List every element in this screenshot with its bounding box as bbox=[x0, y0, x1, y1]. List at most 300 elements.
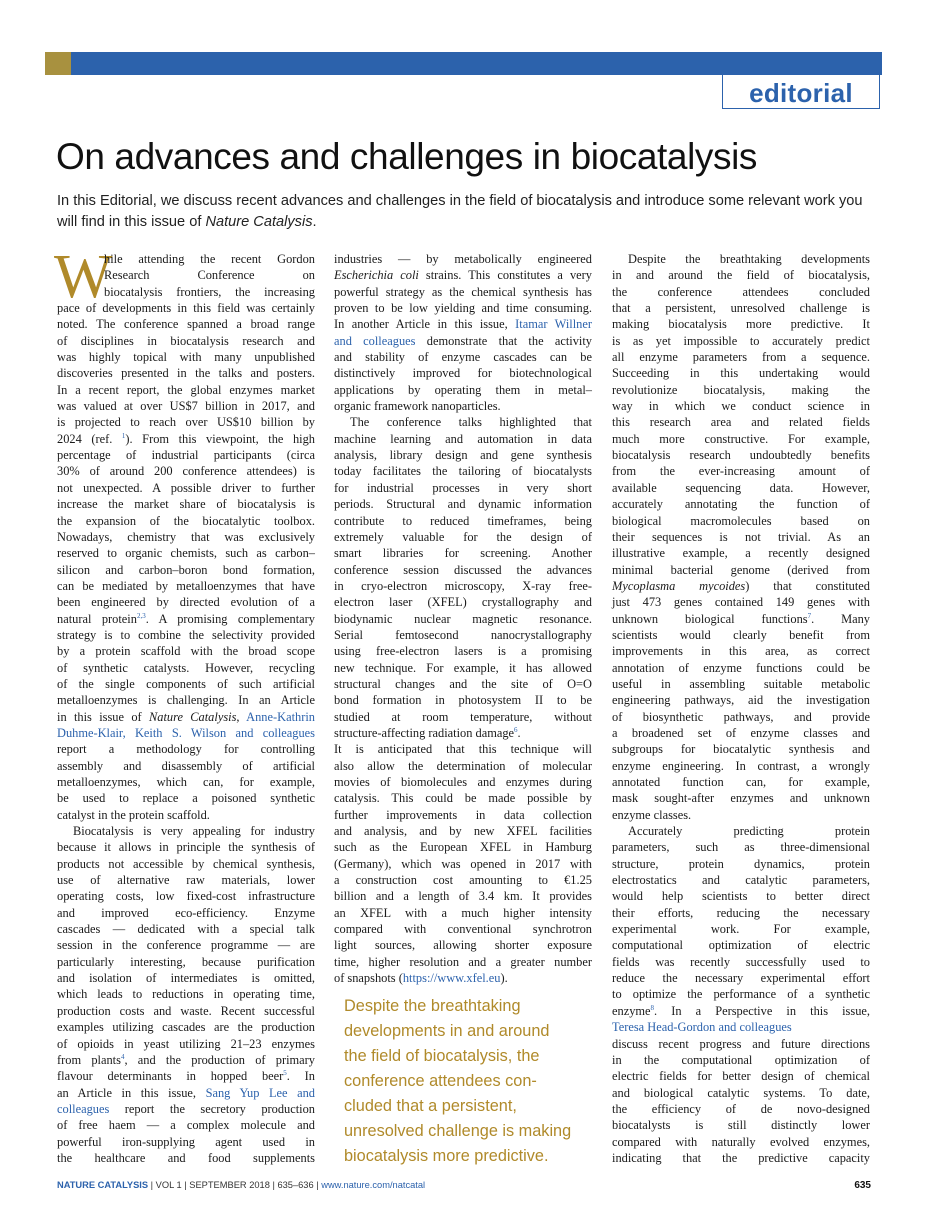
author-link[interactable]: and colleagues bbox=[334, 333, 416, 348]
author-link[interactable]: Duhme-Klair, Keith S. Wilson and colleagues bbox=[57, 725, 315, 740]
body-text: of opioids in yeast utilizing 21–23 enzymes bbox=[57, 1036, 315, 1051]
body-text: noted. The conference spanned a broad range bbox=[57, 317, 315, 332]
text-line bbox=[57, 937, 315, 953]
footer-journal: NATURE CATALYSIS bbox=[57, 1180, 149, 1190]
footer bbox=[57, 1180, 871, 1190]
text-line bbox=[334, 251, 592, 267]
text-line bbox=[612, 709, 870, 725]
text-line bbox=[612, 856, 870, 872]
body-text: compared with naturally evolved enzymes, bbox=[612, 1134, 870, 1149]
body-text: making biocatalysis more predictive. It bbox=[612, 317, 870, 332]
column-1 bbox=[57, 251, 315, 1166]
body-text: contribute to reduced timeframes, being bbox=[334, 513, 592, 528]
body-text: improvements in this area, as correct bbox=[612, 644, 870, 659]
text-line bbox=[57, 741, 315, 757]
pull-quote-line: Despite the breathtaking bbox=[344, 997, 521, 1015]
body-text: , and the production of primary bbox=[124, 1052, 316, 1067]
text-line bbox=[612, 725, 870, 741]
text-line bbox=[612, 267, 870, 283]
body-text: the conference attendees concluded bbox=[612, 284, 870, 299]
body-text: studied at room temperature, without bbox=[334, 709, 592, 724]
body-text: illustrative example, a recently designed bbox=[612, 546, 870, 561]
text-line bbox=[57, 480, 315, 496]
column-2 bbox=[334, 251, 592, 986]
text-line bbox=[57, 774, 315, 790]
body-text: movies of biomolecules and enzymes during bbox=[334, 775, 592, 789]
body-text: discoveries presented in the talks and posters. bbox=[57, 366, 315, 381]
text-line bbox=[334, 513, 592, 529]
text-line bbox=[334, 823, 592, 839]
body-text: in and around the field of biocatalysis, bbox=[612, 268, 870, 283]
text-line bbox=[334, 447, 592, 463]
pull-quote-line: developments in and around bbox=[344, 1022, 550, 1040]
text-line bbox=[57, 349, 315, 365]
body-text: pace of developments in this field was certainly bbox=[57, 301, 315, 316]
text-line bbox=[334, 872, 592, 888]
body-text: machine learning and automation in data bbox=[334, 431, 592, 446]
text-line bbox=[57, 447, 315, 463]
reference-superscript[interactable]: 1 bbox=[121, 431, 126, 440]
body-text: scientists would clearly benefit from bbox=[612, 627, 870, 642]
text-line bbox=[334, 398, 592, 414]
body-text: useful in assembling suitable metabolic bbox=[612, 676, 870, 691]
body-text: proven to be low yielding and time consuming. bbox=[334, 301, 592, 316]
text-line bbox=[57, 529, 315, 545]
text-line bbox=[57, 513, 315, 529]
body-text: light sources, allowing shorter exposure bbox=[334, 938, 592, 953]
body-text: analysis, library design and gene synthesis bbox=[334, 448, 592, 463]
body-text: new technique. For example, it has allowed bbox=[334, 660, 592, 675]
body-text: , bbox=[236, 709, 247, 724]
body-text: electrostatics and catalytic parameters, bbox=[612, 873, 870, 888]
pull-quote-line: conference attendees con- bbox=[344, 1072, 537, 1090]
text-line bbox=[334, 594, 592, 610]
body-text: In a recent report, the global enzymes market bbox=[57, 382, 315, 397]
body-text: and isolation of intermediates is omitted, bbox=[57, 971, 315, 986]
text-line bbox=[612, 676, 870, 692]
article-title: On advances and challenges in biocatalysis bbox=[56, 136, 758, 177]
body-text: Nowadays, chemistry that was exclusively bbox=[57, 529, 315, 544]
text-line bbox=[57, 790, 315, 806]
reference-superscript[interactable]: 7 bbox=[807, 611, 812, 620]
body-text: periods. Structural and dynamic information bbox=[334, 497, 592, 512]
body-text: Serial femtosecond nanocrystallography bbox=[334, 627, 592, 642]
body-text: (Germany), which was opened in 2017 with bbox=[334, 856, 592, 871]
text-line bbox=[57, 676, 315, 692]
body-text: available sequencing data. However, bbox=[612, 480, 870, 495]
body-text: was highly topical with many unpublished bbox=[57, 350, 315, 365]
text-line bbox=[334, 725, 592, 741]
body-text: indicating that the predictive capacity bbox=[612, 1150, 870, 1165]
text-line bbox=[334, 758, 592, 774]
body-text: their efforts, reducing the necessary bbox=[612, 905, 870, 920]
body-text: assembly and disassembly of artificial bbox=[57, 758, 315, 773]
text-line bbox=[334, 937, 592, 953]
body-text: is projected to reach over US$10 billion by bbox=[57, 415, 315, 430]
section-label: editorial bbox=[722, 75, 880, 109]
text-line bbox=[57, 365, 315, 381]
body-text: . A promising complementary bbox=[145, 611, 315, 626]
body-text: electric fields for better design of chemical bbox=[612, 1069, 870, 1084]
text-line bbox=[612, 1052, 870, 1068]
body-text: smart libraries for screening. Another bbox=[334, 546, 592, 561]
body-text: . bbox=[517, 725, 521, 740]
text-line bbox=[57, 496, 315, 512]
body-text: products not accessible by chemical synthesis, bbox=[57, 856, 315, 871]
text-line bbox=[612, 251, 870, 267]
body-text: report the secretory production bbox=[109, 1101, 315, 1116]
body-text: the expansion of the biocatalytic toolbox. bbox=[57, 513, 315, 528]
text-line bbox=[334, 300, 592, 316]
body-text: such as the European XFEL in Hamburg bbox=[334, 840, 592, 855]
text-line bbox=[612, 562, 870, 578]
text-line bbox=[57, 414, 315, 430]
text-line bbox=[612, 758, 870, 774]
body-text: catalyst in the protein scaffold. bbox=[57, 807, 210, 822]
body-text: industries — by metabolically engineered bbox=[334, 252, 592, 266]
body-text: the efficiency of de novo-designed bbox=[612, 1101, 870, 1116]
body-text: of snapshots ( bbox=[334, 971, 403, 986]
text-line bbox=[612, 349, 870, 365]
body-text: that a persistent, unresolved challenge is bbox=[612, 301, 870, 316]
body-text: session in the conference programme — are bbox=[57, 938, 315, 953]
text-line bbox=[57, 839, 315, 855]
body-text: in the computational optimization of bbox=[612, 1052, 870, 1067]
reference-superscript[interactable]: 8 bbox=[650, 1003, 655, 1012]
text-line bbox=[57, 807, 315, 823]
journal-name: Nature Catalysis bbox=[205, 214, 313, 230]
body-text: metalloenzymes, which can, for example, bbox=[57, 775, 315, 789]
body-text: . In a Perspective in this issue, bbox=[654, 1003, 870, 1018]
text-line bbox=[57, 562, 315, 578]
text-line bbox=[57, 660, 315, 676]
body-text: of disciplines in biocatalysis research and bbox=[57, 333, 315, 348]
text-line bbox=[612, 905, 870, 921]
text-line bbox=[612, 1134, 870, 1150]
text-line bbox=[57, 1134, 315, 1150]
body-text: . In bbox=[286, 1069, 315, 1084]
text-line bbox=[612, 741, 870, 757]
body-text: reduce the necessary experimental effort bbox=[612, 971, 870, 986]
reference-superscript[interactable]: 6 bbox=[514, 725, 518, 734]
author-link[interactable]: Itamar Willner bbox=[515, 317, 592, 332]
body-text: to optimize the performance of a synthetic bbox=[612, 987, 870, 1002]
text-line bbox=[57, 382, 315, 398]
text-line bbox=[334, 807, 592, 823]
body-text: flavour determinants in hopped beer bbox=[57, 1069, 284, 1084]
body-text: in this issue of bbox=[57, 709, 149, 724]
text-line bbox=[612, 921, 870, 937]
text-line bbox=[57, 545, 315, 561]
text-line bbox=[612, 1085, 870, 1101]
text-line bbox=[57, 594, 315, 610]
body-text: the healthcare and food supplements bbox=[57, 1150, 315, 1165]
text-line bbox=[612, 823, 870, 839]
body-text: all enzyme parameters from a sequence. bbox=[612, 350, 870, 365]
text-line bbox=[334, 267, 592, 283]
text-line bbox=[57, 905, 315, 921]
text-line bbox=[57, 823, 315, 839]
body-text: structure, protein dynamics, protein bbox=[612, 856, 870, 871]
body-text: can be mediated by metalloenzymes that have bbox=[57, 578, 315, 593]
body-text: ) that constituted bbox=[745, 578, 870, 593]
text-line bbox=[57, 463, 315, 479]
text-line bbox=[334, 463, 592, 479]
text-line bbox=[57, 251, 315, 267]
body-text: experimental work. For example, bbox=[612, 922, 870, 937]
body-text: of free haem — a complex molecule and bbox=[57, 1118, 315, 1133]
text-line bbox=[57, 872, 315, 888]
body-text: strategy is to combine the selectivity provided bbox=[57, 627, 315, 642]
text-line bbox=[612, 692, 870, 708]
text-line bbox=[612, 986, 870, 1002]
text-line bbox=[334, 480, 592, 496]
reference-superscript[interactable]: 4 bbox=[120, 1052, 125, 1061]
author-link[interactable]: Teresa Head-Gordon and colleagues bbox=[612, 1020, 792, 1035]
text-line bbox=[612, 872, 870, 888]
body-text: Accurately predicting protein bbox=[628, 824, 870, 839]
body-text: Succeeding in this undertaking would bbox=[612, 366, 870, 381]
body-text: of synthetic catalysts. However, recycling bbox=[57, 660, 315, 675]
pull-quote-line: cluded that a persistent, bbox=[344, 1097, 517, 1115]
body-text: biocatalysis research undoubtedly benefits bbox=[612, 448, 870, 463]
text-line bbox=[57, 611, 315, 627]
text-line bbox=[334, 529, 592, 545]
text-line bbox=[334, 365, 592, 381]
italic-text: Escherichia coli bbox=[334, 268, 419, 283]
text-line bbox=[612, 774, 870, 790]
text-line bbox=[57, 333, 315, 349]
body-text: engineering pathways, aid the investigation bbox=[612, 693, 870, 708]
body-text: minimal bacterial genome (derived from bbox=[612, 562, 870, 577]
text-line bbox=[334, 774, 592, 790]
body-text: discuss recent progress and future directions bbox=[612, 1036, 870, 1051]
text-line bbox=[334, 856, 592, 872]
body-text: electron laser (XFEL) crystallography and bbox=[334, 595, 592, 610]
body-text: . Many bbox=[811, 611, 870, 626]
text-line bbox=[334, 741, 592, 757]
text-line bbox=[612, 1150, 870, 1166]
pull-quote-line: biocatalysis more predictive. bbox=[344, 1147, 549, 1165]
pull-quote bbox=[344, 994, 594, 1169]
body-text: this research area and related fields bbox=[612, 415, 870, 430]
text-line bbox=[612, 643, 870, 659]
text-line bbox=[57, 267, 315, 283]
text-line bbox=[612, 970, 870, 986]
body-text: for industrial processes in very short bbox=[334, 480, 592, 495]
body-text: a broadened set of enzyme classes and bbox=[612, 725, 870, 740]
text-line bbox=[57, 316, 315, 332]
body-text: a construction cost amounting to €1.25 bbox=[334, 873, 592, 888]
text-line bbox=[612, 414, 870, 430]
text-line bbox=[334, 888, 592, 904]
body-text: structural changes and the site of O=O bbox=[334, 676, 592, 691]
column-3 bbox=[612, 251, 870, 1166]
text-line bbox=[57, 1085, 315, 1101]
body-text: today facilitates the tailoring of biocatalysts bbox=[334, 464, 592, 479]
text-line bbox=[334, 627, 592, 643]
body-text: biological macromolecules based on bbox=[612, 513, 870, 528]
text-line bbox=[612, 529, 870, 545]
body-text: conference session discussed the advances bbox=[334, 562, 592, 577]
body-text: annotation of enzyme functions could be bbox=[612, 660, 870, 675]
body-text: extremely valuable for the design of bbox=[334, 529, 592, 544]
text-line bbox=[612, 545, 870, 561]
text-line bbox=[612, 1117, 870, 1133]
body-text: much more constructive. For example, bbox=[612, 431, 870, 446]
italic-text: Nature Catalysis bbox=[148, 709, 237, 724]
text-line bbox=[57, 1101, 315, 1117]
header-accent-block bbox=[45, 52, 71, 75]
text-line bbox=[612, 594, 870, 610]
body-text: examples utilizing cascades are the production bbox=[57, 1020, 315, 1035]
body-text: cascades — dedicated with a special talk bbox=[57, 922, 315, 937]
standfirst bbox=[57, 191, 877, 233]
body-text: powerful iron-supplying agent used in bbox=[57, 1134, 315, 1149]
text-line bbox=[612, 431, 870, 447]
text-line bbox=[612, 480, 870, 496]
text-line bbox=[334, 839, 592, 855]
body-text: parameters, such as three-dimensional bbox=[612, 840, 870, 855]
text-line bbox=[334, 970, 592, 986]
text-line bbox=[334, 676, 592, 692]
body-text: operating costs, low fixed-cost infrastructure bbox=[57, 889, 315, 904]
text-line bbox=[612, 316, 870, 332]
body-text: use of alternative raw materials, lower bbox=[57, 873, 315, 888]
text-line bbox=[57, 888, 315, 904]
text-line bbox=[334, 709, 592, 725]
body-text: Biocatalysis is very appealing for industry bbox=[73, 824, 315, 839]
text-line bbox=[612, 839, 870, 855]
body-text: computational optimization of electric bbox=[612, 938, 870, 953]
text-line bbox=[334, 562, 592, 578]
body-text: be used to replace a poisoned synthetic bbox=[57, 791, 315, 806]
text-line bbox=[334, 611, 592, 627]
text-line bbox=[57, 725, 315, 741]
body-text: time, higher resolution and a greater number bbox=[334, 954, 592, 969]
text-line bbox=[57, 954, 315, 970]
body-text: particularly interesting, because purification bbox=[57, 954, 315, 969]
body-text: biocatalysis frontiers, the increasing bbox=[104, 284, 315, 299]
text-line bbox=[57, 692, 315, 708]
text-line bbox=[57, 398, 315, 414]
text-line bbox=[334, 905, 592, 921]
body-text: percentage of industrial participants (circa bbox=[57, 448, 315, 463]
body-text: enzyme bbox=[612, 1003, 651, 1018]
body-text: using free-electron lasers is a promising bbox=[334, 644, 592, 659]
text-line bbox=[57, 578, 315, 594]
body-text: enzyme engineering. In contrast, a wrongly bbox=[612, 758, 870, 773]
text-line bbox=[57, 709, 315, 725]
body-text: fields was recently successfully used to bbox=[612, 954, 870, 969]
text-line bbox=[57, 986, 315, 1002]
body-text: structure-affecting radiation damage bbox=[334, 725, 515, 740]
text-line bbox=[57, 1117, 315, 1133]
body-text: natural protein bbox=[57, 611, 137, 626]
body-text: and biological catalytic systems. To date, bbox=[612, 1085, 870, 1100]
body-text: bond formation in photosystem II to be bbox=[334, 693, 592, 708]
text-line bbox=[612, 954, 870, 970]
text-line bbox=[57, 758, 315, 774]
body-text: increase the market share of biocatalysis is bbox=[57, 497, 315, 512]
text-line bbox=[334, 382, 592, 398]
body-text: Research Conference on bbox=[104, 268, 315, 283]
text-line bbox=[334, 333, 592, 349]
text-line bbox=[612, 463, 870, 479]
text-line bbox=[334, 692, 592, 708]
body-text: just 473 genes contained 149 genes with bbox=[612, 595, 870, 610]
body-text: accurately annotating the function of bbox=[612, 497, 870, 512]
body-text: also allow the determination of molecular bbox=[334, 758, 592, 773]
body-text: catalysis. This could be made possible by bbox=[334, 791, 592, 806]
text-line bbox=[612, 611, 870, 627]
author-link[interactable]: colleagues bbox=[57, 1101, 110, 1116]
body-text: and analysis, and by new XFEL facilities bbox=[334, 824, 592, 839]
body-text: and stability of enzyme cascades can be bbox=[334, 350, 592, 365]
body-text: ). bbox=[500, 971, 508, 986]
body-text: In another Article in this issue, bbox=[334, 317, 516, 332]
body-text: not unexpected. A possible driver to further bbox=[57, 480, 315, 495]
body-text: an Article in this issue, bbox=[57, 1085, 206, 1100]
body-text: reserved to organic chemists, such as carbon– bbox=[57, 546, 315, 561]
text-line bbox=[57, 284, 315, 300]
text-line bbox=[612, 1036, 870, 1052]
body-text: been engineered by directed evolution of a bbox=[57, 595, 315, 610]
body-text: compared with conventional synchrotron bbox=[334, 922, 592, 937]
reference-superscript[interactable]: 2,3 bbox=[136, 611, 146, 620]
text-line bbox=[612, 382, 870, 398]
header-bar bbox=[45, 52, 882, 75]
body-text: distinctively improved for biotechnological bbox=[334, 366, 592, 381]
footer-url-link[interactable]: www.nature.com/natcatal bbox=[321, 1180, 426, 1190]
body-text: subgroups for biocatalytic synthesis and bbox=[612, 742, 870, 757]
body-text: from plants bbox=[57, 1052, 121, 1067]
text-line bbox=[57, 431, 315, 447]
author-link[interactable]: https://www.xfel.eu bbox=[402, 971, 501, 986]
body-text: would help scientists to better direct bbox=[612, 889, 870, 904]
body-text: strains. This constitutes a very bbox=[418, 268, 592, 283]
text-line bbox=[612, 888, 870, 904]
body-text: 30% of around 200 conference attendees) is bbox=[57, 464, 315, 479]
body-text: of the single components of such artificial bbox=[57, 676, 315, 691]
text-line bbox=[334, 431, 592, 447]
text-line bbox=[612, 496, 870, 512]
text-line bbox=[57, 1052, 315, 1068]
body-text: in cryo-electron microscopy, X-ray free- bbox=[334, 578, 592, 593]
text-line bbox=[612, 937, 870, 953]
body-text: annotated function can, for example, bbox=[612, 775, 870, 789]
body-text: and improved eco-efficiency. Enzyme bbox=[57, 905, 315, 920]
text-line bbox=[612, 333, 870, 349]
text-line bbox=[334, 790, 592, 806]
author-link[interactable]: Sang Yup Lee and bbox=[205, 1085, 315, 1100]
body-text: billion and a length of 3.4 km. It provides bbox=[334, 889, 592, 904]
text-line bbox=[334, 496, 592, 512]
body-text: biocatalysts is still distinctly lower bbox=[612, 1118, 870, 1133]
text-line bbox=[334, 545, 592, 561]
text-line bbox=[612, 578, 870, 594]
body-text: which leads to reductions in operating time, bbox=[57, 987, 315, 1002]
text-line bbox=[334, 578, 592, 594]
reference-superscript[interactable]: 5 bbox=[283, 1069, 287, 1078]
body-text: silicon and carbon–boron bond formation, bbox=[57, 562, 315, 577]
body-text: unknown biological functions bbox=[612, 611, 808, 626]
footer-details: | VOL 1 | SEPTEMBER 2018 | 635–636 | bbox=[148, 1180, 322, 1190]
body-text: from the ever-increasing amount of bbox=[612, 464, 870, 479]
text-line bbox=[57, 921, 315, 937]
author-link[interactable]: Anne-Kathrin bbox=[246, 709, 315, 724]
text-line bbox=[612, 365, 870, 381]
